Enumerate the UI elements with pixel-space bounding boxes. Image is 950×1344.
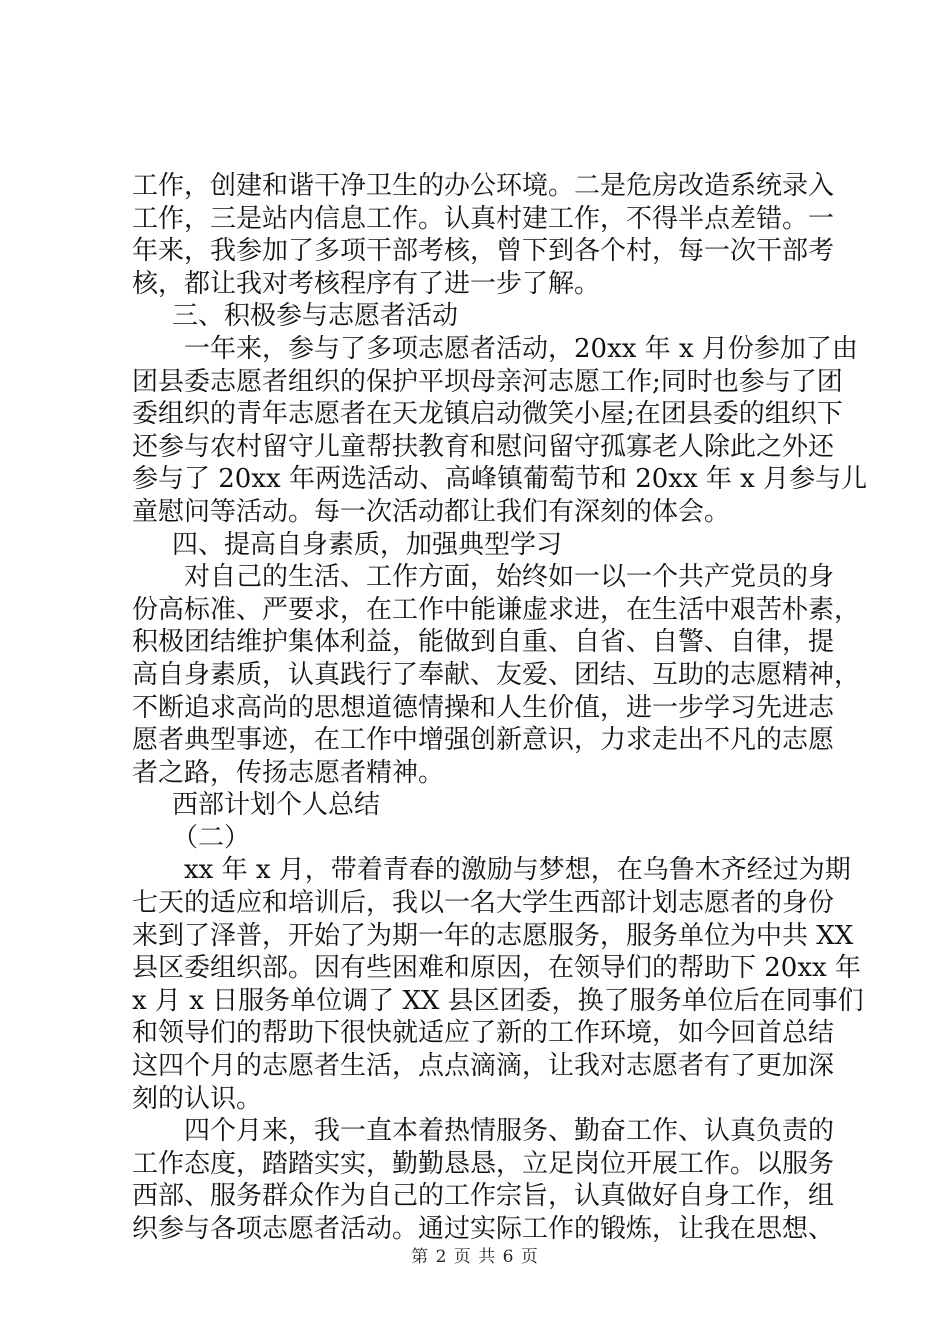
text-line: 工作态度，踏踏实实，勤勤恳恳，立足岗位开展工作。以服务 — [132, 1148, 835, 1179]
text-line: 和领导们的帮助下很快就适应了新的工作环境，如今回首总结 — [132, 1018, 835, 1049]
document-body — [132, 170, 868, 1246]
text-line: 织参与各项志愿者活动。通过实际工作的锻炼，让我在思想、 — [132, 1214, 835, 1244]
text-line: 高自身素质，认真践行了奉献、友爱、团结、互助的志愿精神， — [132, 659, 861, 690]
text-line: 者之路，传扬志愿者精神。 — [132, 757, 445, 788]
text-line: x 月 x 日服务单位调了 XX 县区团委，换了服务单位后在同事们 — [132, 985, 864, 1016]
text-line: 愿者典型事迹，在工作中增强创新意识，力求走出不凡的志愿 — [132, 725, 835, 756]
document-title: 西部计划个人总结 — [172, 790, 381, 821]
text-line: 刻的认识。 — [132, 1083, 263, 1114]
page-footer — [0, 1242, 950, 1267]
text-line: 这四个月的志愿者生活，点点滴滴，让我对志愿者有了更加深 — [132, 1051, 835, 1082]
text-line: 委组织的青年志愿者在天龙镇启动微笑小屋;在团县委的组织下 — [132, 399, 843, 430]
text-line: 团县委志愿者组织的保护平坝母亲河志愿工作;同时也参与了团 — [132, 366, 843, 397]
text-line: 参与了 20xx 年两选活动、高峰镇葡萄节和 20xx 年 x 月参与儿 — [132, 464, 868, 495]
text-line: 年来，我参加了多项干部考核，曾下到各个村，每一次干部考 — [132, 236, 835, 267]
paragraph — [132, 1115, 835, 1245]
paragraph — [132, 333, 868, 529]
text-line: 份高标准、严要求，在工作中能谦虚求进，在生活中艰苦朴素， — [132, 594, 861, 625]
text-line: 还参与农村留守儿童帮扶教育和慰问留守孤寡老人除此之外还 — [132, 431, 835, 462]
text-line: 工作，创建和谐干净卫生的办公环境。二是危房改造系统录入 — [132, 171, 835, 201]
text-line: 积极团结维护集体利益，能做到自重、自省、自警、自律，提 — [132, 627, 835, 658]
paragraph — [132, 854, 864, 1115]
page-number: 第 2 页 共 6 页 — [411, 1247, 539, 1267]
section-heading: 四、提高自身素质，加强典型学习 — [172, 529, 563, 560]
text-line: 四个月来，我一直本着热情服务、勤奋工作、认真负责的 — [184, 1116, 835, 1147]
text-line: 七天的适应和培训后，我以一名大学生西部计划志愿者的身份 — [132, 888, 835, 919]
text-line: 一年来，参与了多项志愿者活动，20xx 年 x 月份参加了由 — [184, 333, 858, 364]
paragraph — [132, 170, 835, 300]
text-line: 核，都让我对考核程序有了进一步了解。 — [132, 268, 601, 299]
text-line: 来到了泽普，开始了为期一年的志愿服务，服务单位为中共 XX — [132, 920, 854, 951]
text-line: 对自己的生活、工作方面，始终如一以一个共产党员的身 — [184, 562, 835, 593]
paragraph — [132, 561, 861, 789]
text-line: 童慰问等活动。每一次活动都让我们有深刻的体会。 — [132, 496, 731, 527]
text-line: 不断追求高尚的思想道德情操和人生价值，进一步学习先进志 — [132, 692, 835, 723]
text-line: 县区委组织部。因有些困难和原因，在领导们的帮助下 20xx 年 — [132, 953, 861, 984]
section-heading: 三、积极参与志愿者活动 — [172, 301, 459, 332]
text-line: 工作，三是站内信息工作。认真村建工作，不得半点差错。一 — [132, 203, 835, 234]
text-line: 西部、服务群众作为自己的工作宗旨，认真做好自身工作，组 — [132, 1181, 835, 1212]
text-line: xx 年 x 月，带着青春的激励与梦想，在乌鲁木齐经过为期 — [184, 855, 851, 886]
part-number: （二） — [172, 822, 251, 853]
